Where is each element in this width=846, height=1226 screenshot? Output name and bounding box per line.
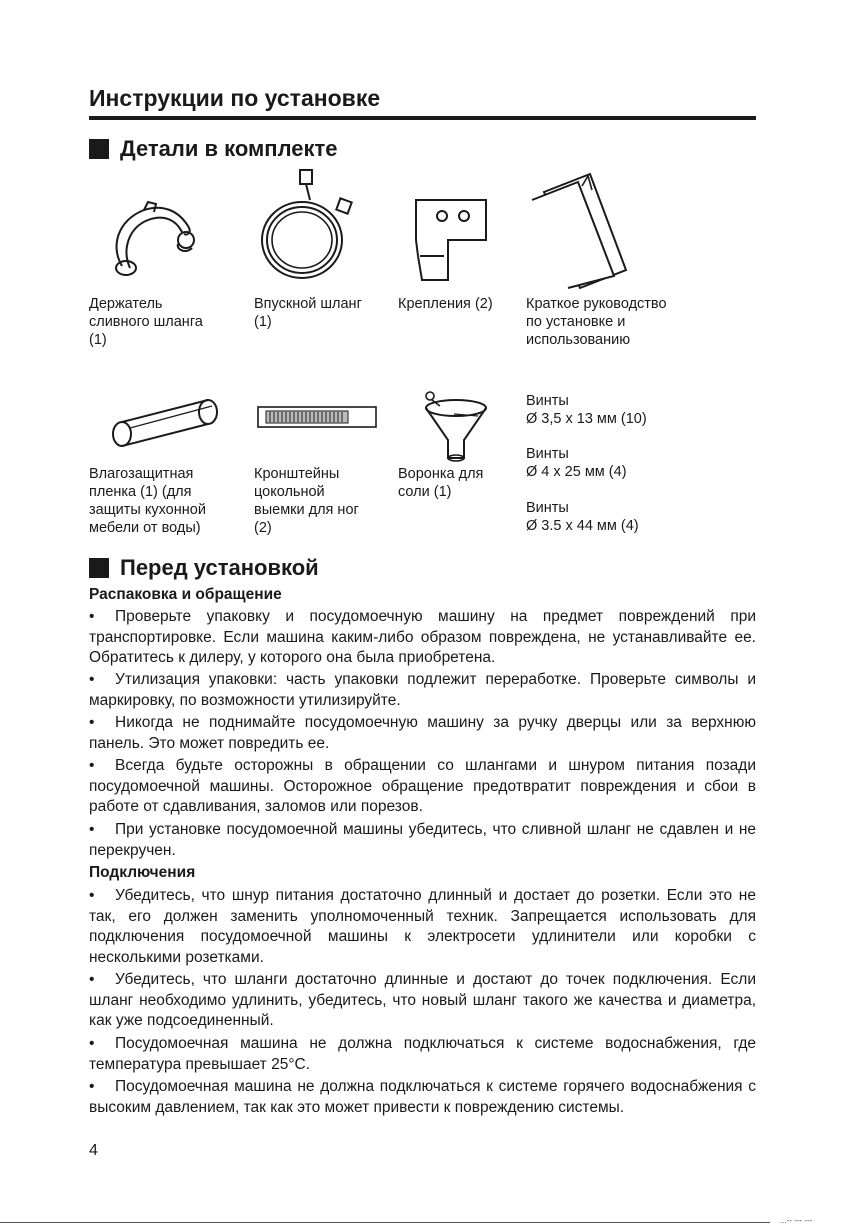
salt-funnel-icon: [418, 388, 490, 464]
part-label-inlet-hose: Впускной шланг (1): [254, 296, 362, 330]
section-square-icon: [89, 558, 109, 578]
unpacking-heading: Распаковка и обращение: [89, 586, 282, 603]
screws-2: [526, 445, 627, 481]
bottom-mark: ...-- --- ---: [780, 1216, 813, 1225]
drain-hose-holder-icon: [104, 196, 200, 282]
before-section-heading: [89, 555, 319, 581]
inlet-hose-icon: [254, 166, 354, 286]
before-section-heading-text: Перед установкой: [120, 555, 319, 580]
screws-2-label: Винты: [526, 446, 569, 462]
bracket-icon: [408, 196, 492, 288]
screws-2-size: Ø 4 x 25 мм (4): [526, 464, 627, 480]
screws-1-size: Ø 3,5 x 13 мм (10): [526, 411, 647, 427]
screws-3-size: Ø 3.5 x 44 мм (4): [526, 518, 639, 534]
unpacking-item: • Утилизация упаковки: часть упаковки подлежит переработке. Проверьте символы и маркировку, по возможности утилизируйте.: [89, 671, 756, 709]
part-label-brackets: Крепления (2): [398, 296, 493, 312]
section-square-icon: [89, 139, 109, 159]
connections-heading: Подключения: [89, 864, 196, 881]
unpacking-item: • Проверьте упаковку и посудомоечную машину на предмет повреждений при транспортировке. Если машина каким-либо образом повреждена, не устанавливайте ее. Обратитесь к дилеру, у которого она была приобретена.: [89, 608, 756, 666]
plinth-bracket-icon: [256, 404, 378, 430]
unpacking-item: • Никогда не поднимайте посудомоечную машину за ручку дверцы или за верхнюю панель. Это может повредить ее.: [89, 714, 756, 752]
connections-item: • Посудомоечная машина не должна подключаться к системе горячего водоснабжения с высоким давлением, так как это может привести к повреждению системы.: [89, 1078, 756, 1116]
part-label-hose-holder: Держатель сливного шланга (1): [89, 296, 203, 348]
screws-3-label: Винты: [526, 500, 569, 516]
screws-1-label: Винты: [526, 393, 569, 409]
manual-booklet-icon: [528, 172, 638, 290]
title-rule: [89, 116, 756, 120]
screws-1: [526, 392, 647, 428]
connections-item: • Убедитесь, что шнур питания достаточно длинный и достает до розетки. Если это не так, его должен заменить уполномоченный техник. Запрещается использовать для подключения посудомоечной машины к электросети удлинители или коробки с несколькими розетками.: [89, 887, 756, 966]
page-number: 4: [89, 1142, 98, 1159]
connections-item: • Посудомоечная машина не должна подключаться к системе водоснабжения, где температура превышает 25°C.: [89, 1035, 756, 1073]
unpacking-item: • Всегда будьте осторожны в обращении со шлангами и шнуром питания позади посудомоечной машины. Осторожное обращение предотвратит повреждения и сбои в работе от сдавливания, заломов или порезов.: [89, 757, 756, 815]
part-label-plinth-brackets: Кронштейны цокольной выемки для ног (2): [254, 466, 359, 536]
part-label-film: Влагозащитная пленка (1) (для защиты кухонной мебели от воды): [89, 466, 206, 536]
connections-item: • Убедитесь, что шланги достаточно длинные и достают до точек подключения. Если шланг необходимо удлинить, убедитесь, что новый шланг такого же качества и диаметра, как уже подсоединенный.: [89, 971, 756, 1029]
protective-film-roll-icon: [108, 392, 220, 452]
parts-section-heading-text: Детали в комплекте: [120, 136, 338, 161]
part-label-funnel: Воронка для соли (1): [398, 466, 484, 500]
parts-section-heading: [89, 136, 338, 162]
screws-3: [526, 499, 639, 535]
bottom-rule: [0, 1222, 770, 1223]
part-label-manual: Краткое руководство по установке и использованию: [526, 296, 667, 348]
page-title: Инструкции по установке: [89, 85, 381, 111]
unpacking-item: • При установке посудомоечной машины убедитесь, что сливной шланг не сдавлен и не перекручен.: [89, 821, 756, 859]
